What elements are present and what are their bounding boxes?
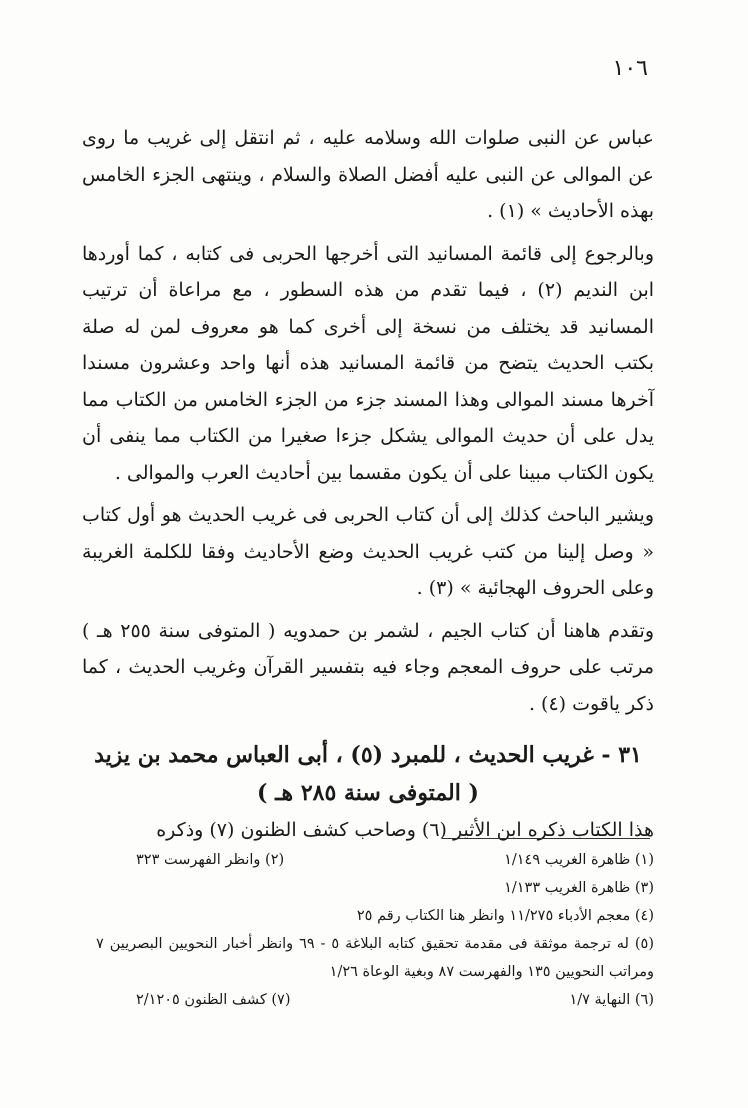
footnote-6: (٦) النهاية ١/٧ — [569, 992, 654, 1008]
section-heading-title: ٣١ - غريب الحديث ، للمبرد (٥) ، أبى العباس محمد بن يزيد — [94, 742, 642, 768]
footnote-7: (٧) كشف الظنون ٢/١٢٠٥ — [136, 992, 291, 1008]
section-heading — [82, 736, 654, 812]
footnote-2: (٢) وانظر الفهرست ٣٢٣ — [136, 852, 285, 868]
footnote-row — [96, 902, 654, 930]
paragraph-3: ويشير الباحث كذلك إلى أن كتاب الحربى فى غريب الحديث هو أول كتاب « وصل إلينا من كتب غريب الحديث وضع الأحاديث وفقا للكلمة الغريبة وعلى الحروف الهجائية » (٣) . — [82, 504, 654, 599]
footnote-1: (١) ظاهرة الغريب ١/١٤٩ — [504, 852, 654, 868]
footnote-4: (٤) معجم الأدباء ١١/٢٧٥ وانظر هنا الكتاب رقم ٢٥ — [356, 908, 654, 924]
footnote-row — [96, 986, 654, 1014]
footnote-separator — [442, 838, 650, 839]
paragraph-1: عباس عن النبى صلوات الله وسلامه عليه ، ثم انتقل إلى غريب ما روى عن الموالى عن النبى عليه أفضل الصلاة والسلام ، وينتهى الجزء الخامس بهذه الأحاديث » (١) . — [82, 127, 654, 222]
page-number: ١٠٦ — [612, 56, 648, 81]
section-heading-death-date: ( المتوفى سنة ٢٨٥ هـ ) — [257, 780, 479, 806]
body-text — [82, 120, 654, 855]
footnote-5: (٥) له ترجمة موثقة فى مقدمة تحقيق كتابه البلاغة ٥ - ٦٩ وانظر أخبار النحويين البصريين ٧ ومراتب النحويين ١٣٥ والفهرست ٨٧ وبغية الوعاة ١/٢٦ — [96, 936, 655, 980]
footnotes — [96, 846, 654, 1014]
footnote-row — [96, 846, 654, 874]
paragraph-5: هذا الكتاب ذكره ابن الأثير (٦) وصاحب كشف الظنون (٧) وذكره — [156, 819, 654, 841]
footnote-row — [96, 874, 654, 902]
paragraph-4: وتقدم هاهنا أن كتاب الجيم ، لشمر بن حمدويه ( المتوفى سنة ٢٥٥ هـ ) مرتب على حروف المعجم وجاء فيه بتفسير القرآن وغريب الحديث ، كما ذكر ياقوت (٤) . — [82, 619, 655, 715]
footnote-3: (٣) ظاهرة الغريب ١/١٣٣ — [504, 880, 654, 896]
paragraph-2: وبالرجوع إلى قائمة المسانيد التى أخرجها الحربى فى كتابه ، كما أوردها ابن النديم (٢) ، فيما تقدم من هذه السطور ، مع مراعاة أن ترتيب المسانيد قد يختلف من نسخة إلى أخرى كما هو معروف لمن له صلة بكتب الحديث يتضح من قائمة المسانيد هذه أنها واحد وعشرون مسندا آخرها مسند الموالى وهذا المسند جزء من الجزء الخامس من الكتاب مما يدل على أن حديث الموالى يشكل جزءا صغيرا من الكتاب مما ينفى أن يكون الكتاب مبينا على أن يكون مقسما بين أحاديث العرب والموالى . — [82, 242, 655, 484]
